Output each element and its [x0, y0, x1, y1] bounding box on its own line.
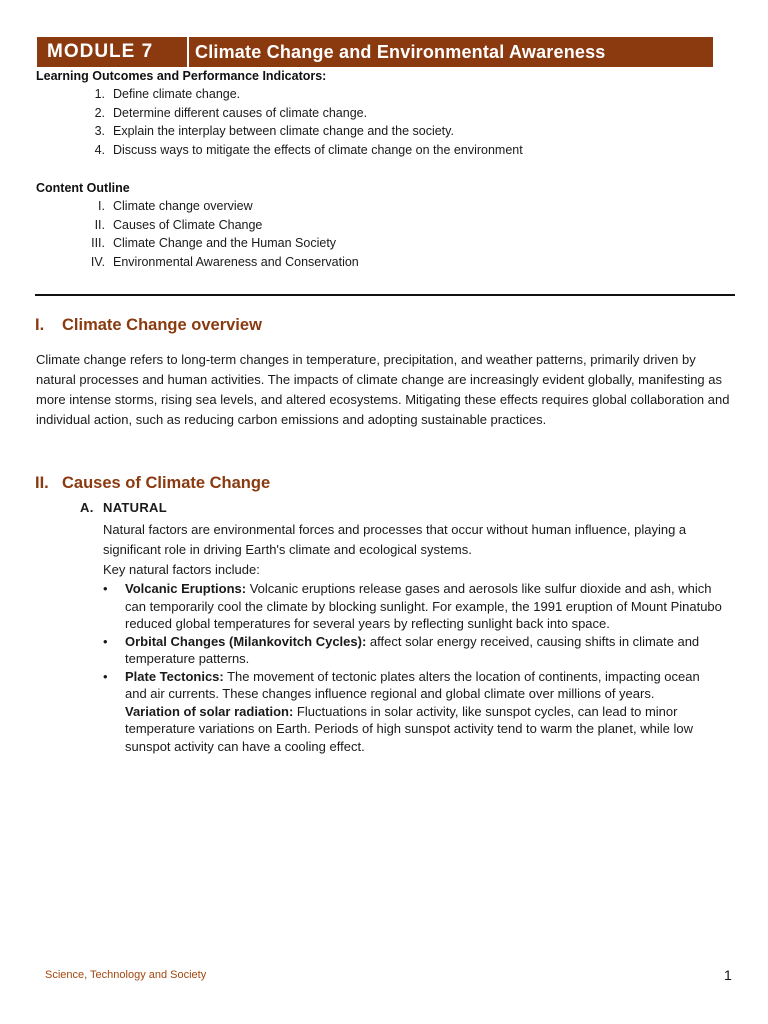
bullet-icon: •	[103, 668, 108, 684]
list-number: I.	[98, 199, 105, 213]
outcomes-list	[83, 85, 523, 159]
bullet-icon: •	[103, 633, 108, 649]
section-2-heading	[35, 474, 270, 493]
bullet-icon: •	[103, 581, 108, 596]
list-item	[103, 703, 723, 756]
section-1-body: Climate change refers to long-term changes in temperature, precipitation, and weather patterns, primarily driven by natural processes and human activities. The impacts of climate change are increasingly evident globally, manifesting as more intense storms, rising sea levels, and altered ecosystems. Mitigating these effects requires global collaboration and individual action, such as reducing carbon emissions and adopting sustainable practices.	[36, 352, 730, 427]
list-text: Explain the interplay between climate change and the society.	[113, 124, 454, 138]
list-text: Climate Change and the Human Society	[113, 236, 337, 250]
list-text: Determine different causes of climate change.	[113, 105, 368, 120]
list-text: Discuss ways to mitigate the effects of climate change on the environment	[113, 142, 523, 157]
learning-outcomes	[36, 69, 523, 159]
list-text: Environmental Awareness and Conservation	[113, 254, 359, 269]
list-number: 4.	[94, 142, 105, 157]
list-item	[83, 122, 523, 141]
bullet-text: Fluctuations in solar activity, like sunspot cycles, can lead to minor temperature variations on Earth. Periods of high sunspot activity tend to warm the planet, while low sunspot activity can have a cooling effect.	[125, 703, 693, 754]
bullet-term: Volcanic Eruptions:	[125, 581, 247, 596]
list-number: III.	[91, 236, 105, 250]
module-banner	[37, 37, 713, 67]
bullet-term: Plate Tectonics:	[125, 668, 224, 684]
list-number: 1.	[94, 87, 105, 101]
subsection-intro: Natural factors are environmental forces and processes that occur without human influence, playing a significant role in driving Earth's climate and ecological systems.	[103, 522, 687, 557]
list-item	[83, 104, 523, 123]
content-outline	[36, 181, 359, 271]
list-item	[83, 216, 359, 235]
page-number: 1	[724, 967, 732, 983]
list-text: Causes of Climate Change	[113, 217, 263, 232]
module-title: Climate Change and Environmental Awareness	[195, 41, 606, 62]
subsection-letter: A.	[80, 500, 94, 515]
list-item	[83, 253, 359, 272]
subsection-heading	[80, 500, 167, 515]
list-item	[103, 633, 723, 668]
section-numeral: I.	[35, 316, 45, 334]
list-item	[83, 234, 359, 253]
bullet-text: affect solar energy received, causing shifts in climate and temperature patterns.	[125, 633, 700, 666]
list-text: Climate change overview	[113, 199, 253, 213]
section-title: Climate Change overview	[62, 316, 262, 334]
module-number: MODULE 7	[47, 41, 154, 62]
section-divider	[35, 294, 735, 296]
list-number: IV.	[90, 254, 105, 269]
natural-factors-list	[103, 580, 723, 755]
list-item	[103, 580, 723, 633]
list-number: 2.	[94, 105, 105, 120]
learning-outcomes-heading: Learning Outcomes and Performance Indicators:	[36, 69, 327, 83]
list-item	[83, 141, 523, 160]
list-text: Define climate change.	[113, 87, 241, 101]
footer-course: Science, Technology and Society	[45, 969, 207, 981]
content-outline-heading: Content Outline	[36, 181, 130, 195]
subsection-title: NATURAL	[103, 500, 167, 515]
list-number: II.	[94, 217, 105, 232]
list-number: 3.	[94, 124, 105, 138]
outline-list	[83, 197, 359, 271]
bullet-term: Orbital Changes (Milankovitch Cycles):	[125, 633, 367, 649]
section-title: Causes of Climate Change	[62, 474, 271, 492]
bullet-term: Variation of solar radiation:	[125, 703, 294, 719]
list-item	[103, 668, 723, 703]
section-1-heading	[35, 316, 262, 335]
bullet-text: Volcanic eruptions release gases and aerosols like sulfur dioxide and ash, which can temporarily cool the climate by blocking sunlight. For example, the 1991 eruption of Mount Pinatubo reduced global temperatures for several years by reflecting sunlight back into space.	[125, 581, 722, 631]
list-item	[83, 197, 359, 216]
list-item	[83, 85, 523, 104]
section-numeral: II.	[35, 474, 49, 492]
bullet-text: The movement of tectonic plates alters the location of continents, impacting ocean and air currents. These changes influence regional and global climate over millions of years.	[125, 668, 700, 701]
subsection-lead: Key natural factors include:	[103, 562, 260, 577]
